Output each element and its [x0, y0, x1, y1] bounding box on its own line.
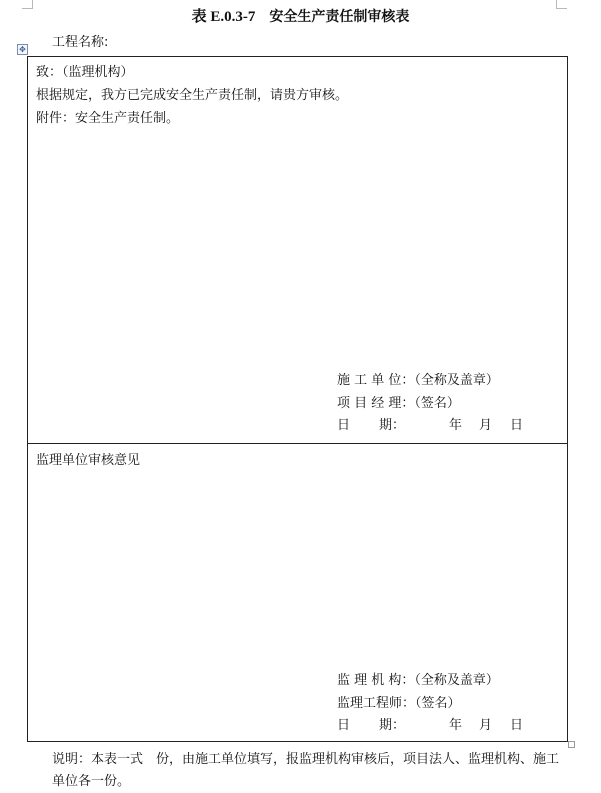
contractor-date-line [337, 415, 523, 438]
form-name: 安全生产责任制审核表 [269, 9, 410, 25]
contractor-signature-block [337, 370, 523, 438]
date-label-period: 期： [379, 718, 406, 733]
attachment-line: 附件：安全生产责任制。 [36, 111, 180, 126]
date-label-period: 期： [379, 418, 406, 433]
form-note: 说明：本表一式 份，由施工单位填写，报监理机构审核后，项目法人、监理机构、施工单位各一份。 [52, 752, 560, 789]
project-manager-line [337, 393, 523, 416]
table-resize-handle[interactable] [568, 741, 575, 748]
request-statement: 根据规定，我方已完成安全生产责任制，请贵方审核。 [36, 88, 349, 103]
supervising-engineer-label: 监理工程师： [337, 695, 416, 711]
project-name-label: 工程名称: [52, 35, 109, 50]
date-year: 年 [449, 418, 463, 433]
contractor-unit-label: 施 工 单 位： [337, 373, 415, 388]
contractor-unit-line [337, 370, 523, 393]
supervision-agency-value: （全称及盖章） [414, 673, 499, 688]
form-title [0, 5, 601, 26]
project-manager-value: （签名） [414, 395, 460, 411]
date-year: 年 [449, 718, 463, 733]
addressee-line: 致：（监理机构） [36, 65, 134, 80]
date-label-day-char: 日 [337, 718, 351, 733]
supervision-agency-line [337, 670, 523, 693]
supervisor-signature-block [337, 670, 523, 738]
date-day: 日 [510, 718, 524, 733]
date-month: 月 [479, 418, 493, 433]
table-move-handle-icon[interactable]: ✥ [17, 44, 28, 55]
supervising-engineer-value: （签名） [415, 695, 461, 711]
supervising-engineer-line [337, 693, 523, 716]
date-month: 月 [479, 718, 493, 733]
date-day: 日 [510, 418, 524, 433]
form-code: 表 E.0.3-7 [191, 9, 256, 25]
date-label-day-char: 日 [337, 418, 351, 433]
supervisor-date-line [337, 715, 523, 738]
section-divider [28, 443, 567, 444]
supervisor-opinion-heading: 监理单位审核意见 [36, 453, 141, 468]
project-manager-label: 项 目 经 理： [337, 395, 415, 411]
supervision-agency-label: 监 理 机 构： [337, 673, 415, 688]
contractor-unit-value: （全称及盖章） [414, 373, 499, 388]
approval-form-table [27, 56, 568, 742]
